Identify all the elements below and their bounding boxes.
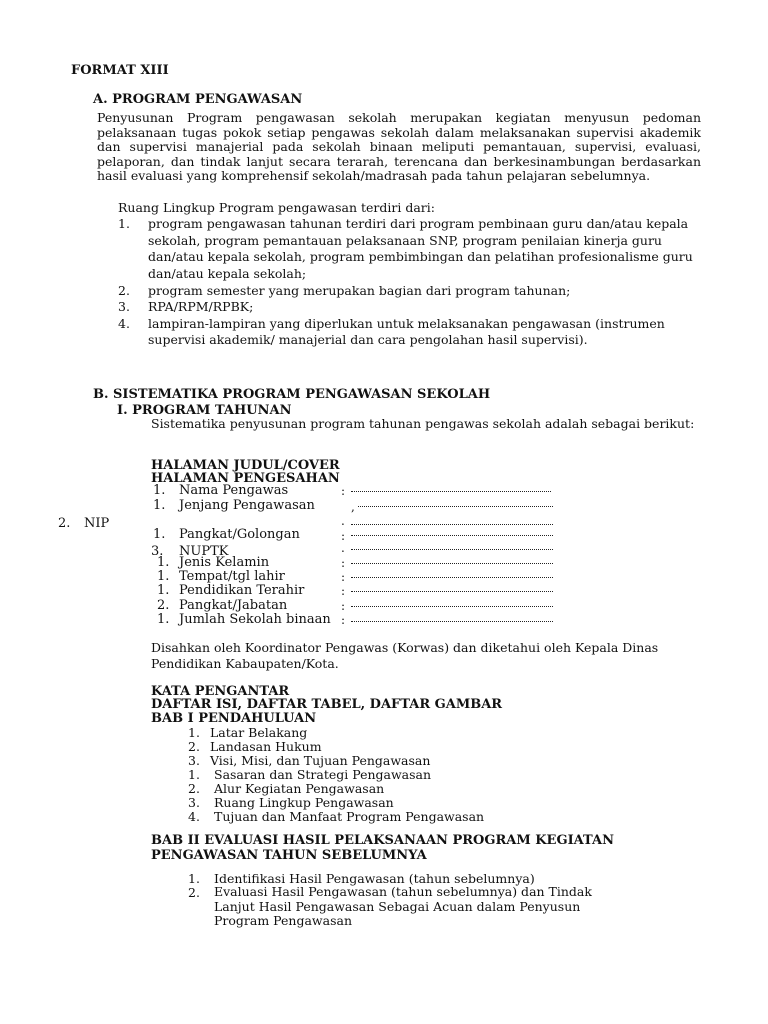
list-text: Sasaran dan Strategi Pengawasan [214, 767, 432, 782]
section-a-paragraph [97, 111, 701, 184]
list-text: Visi, Misi, dan Tujuan Pengawasan [210, 753, 431, 768]
field-colon: : [341, 584, 346, 598]
list-number: 1. [188, 871, 200, 886]
fill-line [351, 621, 553, 622]
field-label: Nama Pengawas [179, 483, 289, 498]
program-tahunan-heading: I. PROGRAM TAHUNAN [117, 403, 292, 418]
bab1-title: BAB I PENDAHULUAN [151, 711, 317, 726]
section-a-heading: A. PROGRAM PENGAWASAN [93, 92, 303, 107]
list-number: 4. [118, 315, 130, 331]
list-number: 1. [188, 725, 200, 740]
field-label: Pangkat/Golongan [179, 527, 300, 542]
field-number: 1. [157, 612, 170, 627]
list-text: Alur Kegiatan Pengawasan [214, 781, 385, 796]
cover-title: HALAMAN JUDUL/COVER [151, 458, 340, 473]
list-number: 2. [188, 739, 200, 754]
pengesahan-title: HALAMAN PENGESAHAN [151, 471, 340, 486]
nip-number: 2. [58, 516, 71, 531]
field-colon: : [341, 484, 346, 498]
list-text: lampiran-lampiran yang diperlukan untuk melaksanakan pengawasan (instrumen supervisi akademik/ manajerial dan cara pengolahan hasil supervisi). [148, 315, 665, 347]
field-number: 1. [157, 569, 170, 584]
fill-line [351, 524, 553, 525]
field-colon: : [341, 613, 346, 627]
list-item [118, 283, 704, 300]
field-colon: , [351, 500, 355, 514]
ruang-lingkup-list [118, 216, 704, 349]
disahkan-text: Disahkan oleh Koordinator Pengawas (Korwas) dan diketahui oleh Kepala Dinas Pendidikan Kabaupaten/Kota. [151, 640, 659, 671]
field-number: 1. [153, 483, 166, 498]
list-text: Tujuan dan Manfaat Program Pengawasan [214, 809, 485, 824]
field-number: 1. [153, 498, 166, 513]
kata-pengantar-title: KATA PENGANTAR [151, 684, 290, 699]
fill-line [351, 535, 553, 536]
list-text: program pengawasan tahunan terdiri dari program pembinaan guru dan/atau kepala sekolah, program pemantauan pelaksanaan SNP, program penilaian kinerja guru dan/atau kepala sekolah, program pembimbingan dan pelatihan profesionalisme guru dan/atau kepala sekolah; [148, 216, 693, 281]
nip-label: NIP [84, 516, 110, 531]
daftar-isi-title: DAFTAR ISI, DAFTAR TABEL, DAFTAR GAMBAR [151, 697, 503, 712]
field-colon: : [341, 529, 346, 543]
field-label: Pangkat/Jabatan [179, 598, 288, 613]
fill-line [351, 577, 553, 578]
list-number: 3. [188, 753, 200, 768]
fill-line [358, 506, 553, 507]
field-label: Pendidikan Terahir [179, 583, 305, 598]
list-text: Evaluasi Hasil Pengawasan (tahun sebelumnya) dan Tindak Lanjut Hasil Pengawasan Sebagai Acuan dalam Penyusun Program Pengawasan [214, 884, 592, 928]
paragraph-text: Penyusunan Program pengawasan sekolah merupakan kegiatan menyusun pedoman pelaksanaan tugas pokok setiap pengawas sekolah dalam melaksanakan supervisi akademik dan supervisi manajerial pada sekolah binaan meliputi pemantauan, supervisi, evaluasi, pelaporan, dan tindak lanjut secara terarah, terencana dan berkesinambungan berdasarkan hasil evaluasi yang komprehensif sekolah/madrasah pada tahun pelajaran sebelumnya. [97, 110, 701, 183]
section-b-heading: B. SISTEMATIKA PROGRAM PENGAWASAN SEKOLAH [93, 387, 491, 402]
list-text: Identifikasi Hasil Pengawasan (tahun sebelumnya) [214, 871, 535, 886]
field-colon: : [341, 599, 346, 613]
list-number: 2. [188, 885, 200, 900]
field-number: 1. [157, 583, 170, 598]
field-colon: : [341, 556, 346, 570]
field-label: Jenis Kelamin [179, 555, 270, 570]
list-number: 1. [188, 767, 200, 782]
field-label: Jenjang Pengawasan [179, 498, 315, 513]
fill-line [351, 563, 553, 564]
field-label: Tempat/tgl lahir [179, 569, 285, 584]
field-colon: . [341, 514, 345, 528]
ruang-lingkup-intro: Ruang Lingkup Program pengawasan terdiri dari: [118, 200, 435, 215]
field-colon: : [341, 570, 346, 584]
list-number: 1. [118, 216, 130, 231]
field-label: NUPTK [179, 544, 229, 559]
list-number: 2. [188, 781, 200, 796]
list-text: RPA/RPM/RPBK; [148, 299, 254, 314]
field-number: 2. [157, 598, 170, 613]
list-number: 3. [188, 795, 200, 810]
field-number: 3. [151, 544, 164, 559]
format-title: FORMAT XIII [71, 63, 169, 78]
list-item [118, 316, 704, 349]
fill-line [351, 591, 553, 592]
list-number: 2. [118, 282, 130, 298]
fill-line [351, 549, 553, 550]
fill-line [351, 606, 553, 607]
field-colon: . [341, 541, 345, 555]
fill-line [351, 491, 551, 492]
list-text: Ruang Lingkup Pengawasan [214, 795, 394, 810]
field-number: 1. [153, 527, 166, 542]
list-text: Latar Belakang [210, 725, 308, 740]
list-number: 4. [188, 809, 200, 824]
bab2-title-line2: PENGAWASAN TAHUN SEBELUMNYA [151, 848, 427, 863]
list-text: program semester yang merupakan bagian dari program tahunan; [148, 282, 571, 298]
bab2-title-line1: BAB II EVALUASI HASIL PELAKSANAAN PROGRAM KEGIATAN [151, 833, 614, 848]
list-item [118, 216, 704, 282]
field-number: 1. [157, 555, 170, 570]
field-label: Jumlah Sekolah binaan [179, 612, 331, 627]
program-tahunan-intro: Sistematika penyusunan program tahunan pengawas sekolah adalah sebagai berikut: [151, 416, 695, 431]
list-item [118, 299, 704, 316]
list-number: 3. [118, 299, 130, 314]
list-text: Landasan Hukum [210, 739, 322, 754]
